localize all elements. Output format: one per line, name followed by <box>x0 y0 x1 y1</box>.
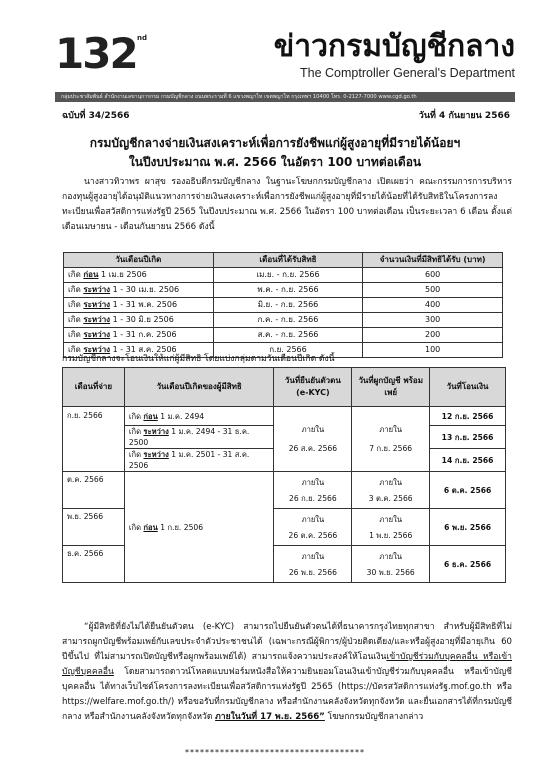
amount-cell: 500 <box>363 283 503 298</box>
col-header-amount: จำนวนเงินที่มีสิทธิได้รับ (บาท) <box>363 253 503 268</box>
months-cell: ก.ย. 2566 <box>213 343 363 358</box>
col-header-transfer-date: วันที่โอนเงิน <box>430 368 506 407</box>
title-line-2: ในปีงบประมาณ พ.ศ. 2566 ในอัตรา 100 บาทต่อเดือน <box>128 155 422 169</box>
end-marker: ************************************ <box>185 748 365 757</box>
table2-intro: กรมบัญชีกลางจะโอนเงินให้แก่ผู้มีสิทธิ โดยแบ่งกลุ่มตามวันเดือนปีเกิด ดังนี้ <box>62 354 335 364</box>
promptpay-cell: ภายใน 3 ต.ค. 2566 <box>352 472 430 509</box>
transfer-date-cell: 13 ก.ย. 2566 <box>430 426 506 449</box>
transfer-date-cell: 6 ต.ค. 2566 <box>430 472 506 509</box>
col-header-ekyc: วันที่ยืนยันตัวตน (e-KYC) <box>274 368 352 407</box>
amount-cell: 100 <box>363 343 503 358</box>
brand-title-thai: ข่าวกรมบัญชีกลาง <box>273 29 515 64</box>
table-row <box>64 268 503 283</box>
anniversary-logo: 132 nd <box>55 29 147 78</box>
address-bar: กลุ่มประชาสัมพันธ์ สำนักงานเลขานุการกรม กรมบัญชีกลาง ถนนพระรามที่ 6 แขวงพญาไท เขตพญาไท กรุงเทพฯ 10400 โทร. 0-2127-7000 www.cgd.go.th <box>55 92 515 102</box>
amount-cell: 300 <box>363 313 503 328</box>
birth-range-cell: เกิด ก่อน 1 ก.ย. 2506 <box>124 472 274 583</box>
birth-range-cell: เกิด ก่อน 1 ม.ค. 2494 <box>124 407 274 426</box>
closing-paragraph: “ผู้มีสิทธิที่ยังไม่ได้ยืนยันตัวตน (e-KYC) สามารถไปยืนยันตัวตนได้ที่ธนาคารกรุงไทยทุกสาขา สำหรับผู้มีสิทธิที่ไม่สามารถผูกบัญชีพร้อมเพย์กับเลขประจำตัวประชาชนได้ (เฉพาะกรณีผู้พิการ/ผู้ป่วยติดเตียง/และหรือผู้สูงอายุที่มีอายุเกิน 60 ปีขึ้นไป ที่ไม่สามารถเปิดบัญชีหรือผูกพร้อมเพย์ได้) สามารถแจ้งความประสงค์ให้โอนเงินเข้าบัญชีร่วมกับบุคคลอื่น หรือเข้าบัญชีบุคคลอื่น โดยสามารถดาวน์โหลดแบบฟอร์มหนังสือให้ความยินยอมโอนเงินเข้าบัญชีร่วมกับบุคคลอื่น หรือเข้าบัญชีบุคคลอื่น ได้ทางเว็บไซต์โครงการลงทะเบียนเพื่อสวัสดิการแห่งรัฐปี 2565 (https://บัตรสวัสดิการแห่งรัฐ.mof.go.th หรือ https://welfare.mof.go.th/) หรือขอรับที่กรมบัญชีกลาง หรือสำนักงานคลังจังหวัดทุกจังหวัด และยื่นเอกสารได้ที่กรมบัญชีกลาง หรือสำนักงานคลังจังหวัดทุกจังหวัด ภายในวันที่ 17 พ.ย. 2566” โฆษกกรมบัญชีกลางกล่าว <box>62 622 513 722</box>
months-cell: ส.ค. - ก.ย. 2566 <box>213 328 363 343</box>
amount-cell: 200 <box>363 328 503 343</box>
pay-month-cell: ต.ค. 2566 <box>63 472 125 509</box>
col-header-birthdate: วันเดือนปีเกิด <box>64 253 214 268</box>
birth-range-cell: เกิด ระหว่าง 1 - 31 พ.ค. 2506 <box>64 298 214 313</box>
birth-range-cell: เกิด ระหว่าง 1 - 31 ก.ค. 2506 <box>64 328 214 343</box>
col-header-pay-month: เดือนที่จ่าย <box>63 368 125 407</box>
months-cell: มิ.ย. - ก.ย. 2566 <box>213 298 363 313</box>
ekyc-cell: ภายใน 26 ต.ค. 2566 <box>274 509 352 546</box>
ekyc-cell: ภายใน 26 ก.ย. 2566 <box>274 472 352 509</box>
ekyc-cell: ภายใน 26 พ.ย. 2566 <box>274 546 352 583</box>
title-line-1: กรมบัญชีกลางจ่ายเงินสงเคราะห์เพื่อการยังชีพแก่ผู้สูงอายุที่มีรายได้น้อยฯ <box>89 136 461 150</box>
table-row <box>63 472 506 509</box>
months-cell: ก.ค. - ก.ย. 2566 <box>213 313 363 328</box>
transfer-date-cell: 6 ธ.ค. 2566 <box>430 546 506 583</box>
amount-cell: 600 <box>363 268 503 283</box>
intro-paragraph: นางสาวทิวาพร ผาสุข รองอธิบดีกรมบัญชีกลาง ในฐานะโฆษกกรมบัญชีกลาง เปิดเผยว่า คณะกรรมการการบริหารกองทุนผู้สูงอายุได้อนุมัติแนวทางการจ่ายเงินสงเคราะห์เพื่อการยังชีพแก่ผู้สูงอายุที่มีรายได้น้อยที่ได้รับสิทธิในโครงการลงทะเบียนเพื่อสวัสดิการแห่งรัฐปี 2565 ในปีงบประมาณ พ.ศ. 2566 ในอัตรา 100 บาทต่อเดือน เป็นระยะเวลา 6 เดือน ตั้งแต่เดือนเมษายน - เดือนกันยายน 2566 ดังนี้ <box>62 177 512 232</box>
months-cell: เม.ย. - ก.ย. 2566 <box>213 268 363 283</box>
birth-range-cell: เกิด ระหว่าง 1 - 30 เม.ย. 2506 <box>64 283 214 298</box>
col-header-birth-range: วันเดือนปีเกิดของผู้มีสิทธิ <box>124 368 274 407</box>
header <box>55 28 515 90</box>
pay-month-cell: ธ.ค. 2566 <box>63 546 125 583</box>
document-date: วันที่ 4 กันยายน 2566 <box>418 111 510 121</box>
pay-month-cell: พ.ย. 2566 <box>63 509 125 546</box>
payment-schedule-table <box>62 367 506 583</box>
birth-range-cell: เกิด ระหว่าง 1 ม.ค. 2501 - 31 ส.ค. 2506 <box>124 449 274 472</box>
promptpay-cell: ภายใน 30 พ.ย. 2566 <box>352 546 430 583</box>
ekyc-cell: ภายใน 26 ส.ค. 2566 <box>274 407 352 472</box>
table-row <box>63 407 506 426</box>
transfer-date-cell: 6 พ.ย. 2566 <box>430 509 506 546</box>
col-header-months: เดือนที่ได้รับสิทธิ <box>213 253 363 268</box>
birth-range-cell: เกิด ระหว่าง 1 - 31 ส.ค. 2506 <box>64 343 214 358</box>
birth-range-cell: เกิด ระหว่าง 1 - 30 มิ.ย 2506 <box>64 313 214 328</box>
document-number: ฉบับที่ 34/2566 <box>62 111 130 121</box>
table-row <box>64 283 503 298</box>
transfer-date-cell: 14 ก.ย. 2566 <box>430 449 506 472</box>
table-row <box>64 313 503 328</box>
promptpay-cell: ภายใน 1 พ.ย. 2566 <box>352 509 430 546</box>
col-header-promptpay: วันที่ผูกบัญชี พร้อมเพย์ <box>352 368 430 407</box>
months-cell: พ.ค. - ก.ย. 2566 <box>213 283 363 298</box>
brand-title-english: The Comptroller General's Department <box>300 66 515 80</box>
amount-cell: 400 <box>363 298 503 313</box>
birth-range-cell: เกิด ก่อน 1 เม.ย 2506 <box>64 268 214 283</box>
table-row <box>64 298 503 313</box>
promptpay-cell: ภายใน 7 ก.ย. 2566 <box>352 407 430 472</box>
pay-month-cell: ก.ย. 2566 <box>63 407 125 472</box>
birth-range-cell: เกิด ระหว่าง 1 ม.ค. 2494 - 31 ธ.ค. 2500 <box>124 426 274 449</box>
table-row <box>64 328 503 343</box>
transfer-date-cell: 12 ก.ย. 2566 <box>430 407 506 426</box>
entitlement-table <box>63 252 503 358</box>
